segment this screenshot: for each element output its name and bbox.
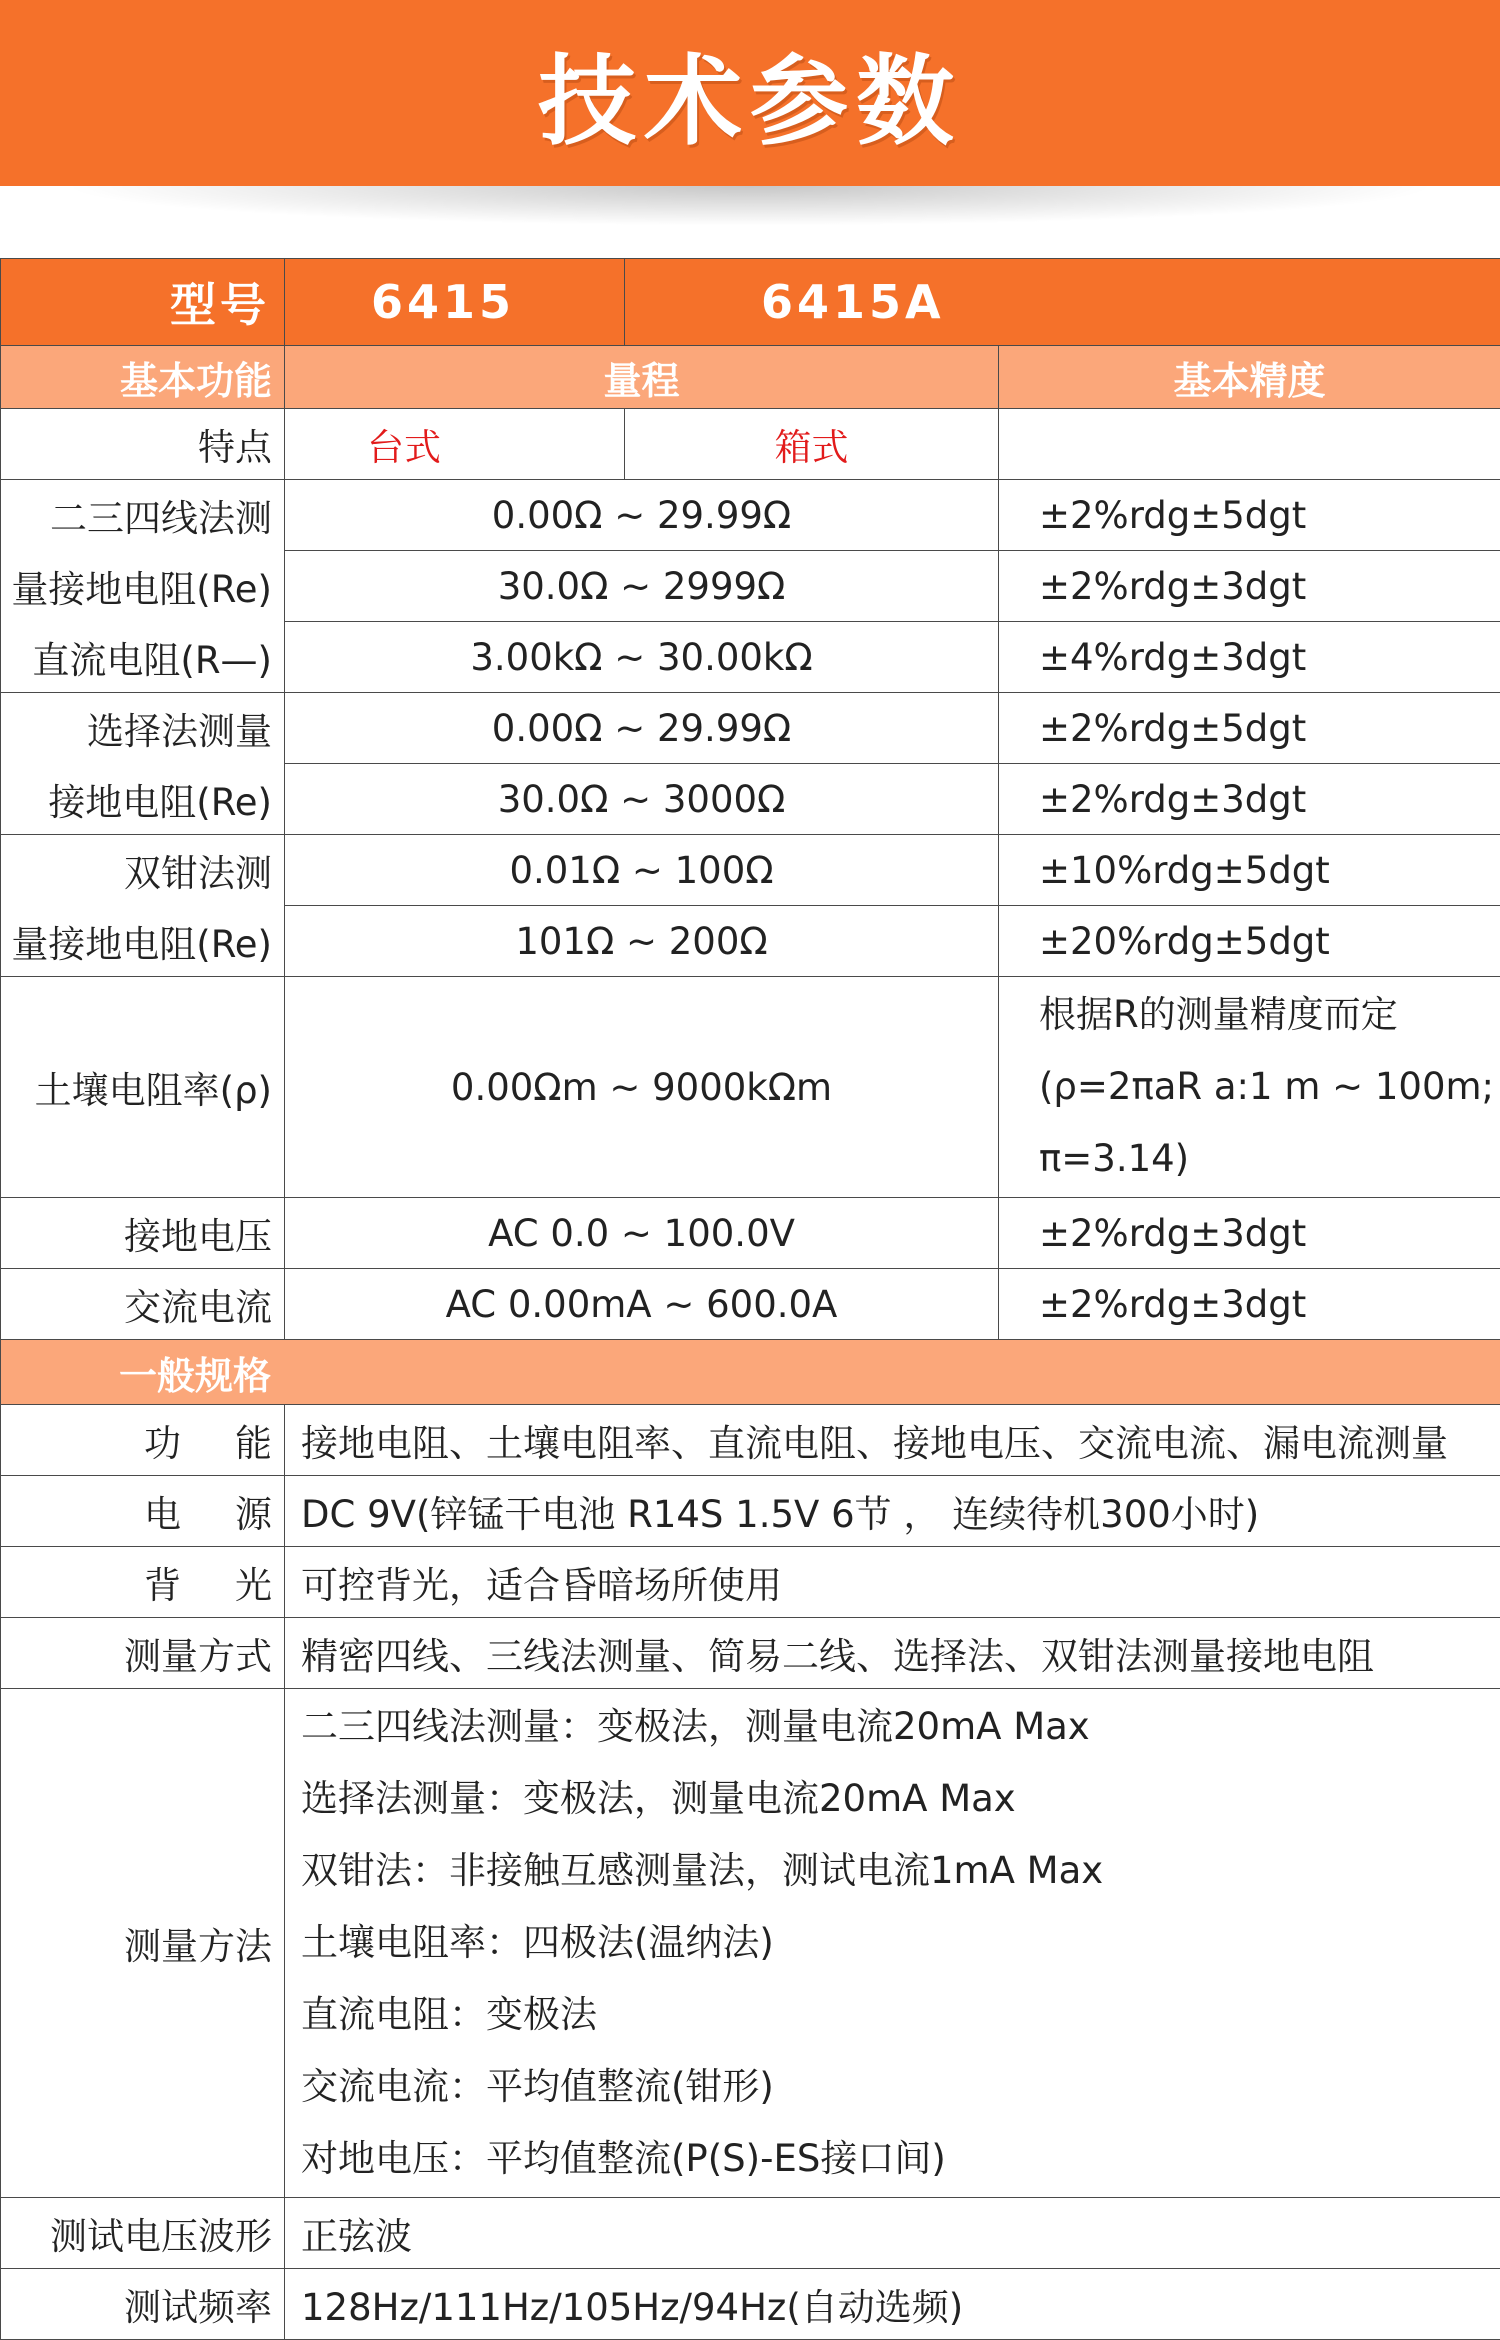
basic-row	[1, 906, 1500, 977]
feature-label: 特点	[1, 409, 285, 480]
basic-row-label: 选择法测量	[1, 693, 285, 764]
general-row-label	[1, 1476, 285, 1547]
model-label: 型号	[1, 259, 285, 346]
measure-mode-row	[1, 1618, 1500, 1689]
label-char: 源	[235, 1493, 272, 1536]
basic-row-label: 接地电阻(Re)	[1, 764, 285, 835]
label-char: 能	[235, 1422, 272, 1465]
measure-method-line: 交流电流：平均值整流(钳形)	[301, 2051, 1500, 2123]
basic-row-accuracy: ±4%rdg±3dgt	[999, 622, 1500, 693]
measure-mode-value: 精密四线、三线法测量、简易二线、选择法、双钳法测量接地电阻	[285, 1618, 1500, 1689]
header-basic-function: 基本功能	[1, 346, 285, 409]
model-6415a: 6415A	[625, 259, 1500, 346]
basic-row	[1, 764, 1500, 835]
basic-row-label: 量接地电阻(Re)	[1, 906, 285, 977]
page-title: 技术参数	[538, 23, 962, 164]
ac-current-accuracy: ±2%rdg±3dgt	[999, 1269, 1500, 1340]
basic-row-range: 30.0Ω ~ 3000Ω	[285, 764, 999, 835]
soil-label: 土壤电阻率(ρ)	[1, 977, 285, 1198]
general-section-row	[1, 1340, 1500, 1405]
general-row-value: DC 9V(锌锰干电池 R14S 1.5V 6节 ， 连续待机300小时)	[285, 1476, 1500, 1547]
soil-row	[1, 977, 1500, 1198]
waveform-label: 测试电压波形	[1, 2198, 285, 2269]
ac-current-range: AC 0.00mA ~ 600.0A	[285, 1269, 999, 1340]
general-row-label	[1, 1405, 285, 1476]
model-6415: 6415	[285, 259, 625, 346]
basic-row-label: 双钳法测	[1, 835, 285, 906]
waveform-row	[1, 2198, 1500, 2269]
frequency-row	[1, 2269, 1500, 2340]
basic-row-range: 0.00Ω ~ 29.99Ω	[285, 693, 999, 764]
basic-row	[1, 551, 1500, 622]
basic-row-label: 量接地电阻(Re)	[1, 551, 285, 622]
measure-method-line: 双钳法：非接触互感测量法，测试电流1mA Max	[301, 1835, 1500, 1907]
feature-desktop: 台式	[285, 409, 625, 480]
feature-row	[1, 409, 1500, 480]
soil-accuracy-line: π=3.14)	[1039, 1123, 1500, 1195]
measure-method-label: 测量方法	[1, 1689, 285, 2198]
measure-method-list	[285, 1689, 1500, 2198]
header-row	[1, 346, 1500, 409]
basic-row-accuracy: ±2%rdg±5dgt	[999, 480, 1500, 551]
measure-method-line: 对地电压：平均值整流(P(S)-ES接口间)	[301, 2123, 1500, 2195]
basic-row-range: 101Ω ~ 200Ω	[285, 906, 999, 977]
general-row	[1, 1476, 1500, 1547]
measure-method-line: 土壤电阻率：四极法(温纳法)	[301, 1907, 1500, 1979]
soil-accuracy	[999, 977, 1500, 1198]
measure-method-line: 直流电阻：变极法	[301, 1979, 1500, 2051]
spec-table-container	[0, 258, 1500, 2340]
feature-case: 箱式	[625, 409, 999, 480]
measure-method-line: 二三四线法测量：变极法，测量电流20mA Max	[301, 1691, 1500, 1763]
basic-row-accuracy: ±2%rdg±3dgt	[999, 551, 1500, 622]
basic-row-accuracy: ±2%rdg±3dgt	[999, 764, 1500, 835]
ac-current-label: 交流电流	[1, 1269, 285, 1340]
measure-method-row	[1, 1689, 1500, 2198]
ac-current-row	[1, 1269, 1500, 1340]
model-row	[1, 259, 1500, 346]
basic-row-range: 0.01Ω ~ 100Ω	[285, 835, 999, 906]
basic-row-accuracy: ±10%rdg±5dgt	[999, 835, 1500, 906]
feature-empty	[999, 409, 1500, 480]
label-char: 电	[144, 1493, 181, 1536]
measure-method-line: 选择法测量：变极法，测量电流20mA Max	[301, 1763, 1500, 1835]
basic-row-range: 0.00Ω ~ 29.99Ω	[285, 480, 999, 551]
header-accuracy: 基本精度	[999, 346, 1500, 409]
label-char: 背	[144, 1564, 181, 1607]
measure-mode-label: 测量方式	[1, 1618, 285, 1689]
basic-row-range: 30.0Ω ~ 2999Ω	[285, 551, 999, 622]
general-section-title: 一般规格	[1, 1340, 1500, 1405]
basic-row	[1, 835, 1500, 906]
general-row-value: 可控背光，适合昏暗场所使用	[285, 1547, 1500, 1618]
general-row	[1, 1547, 1500, 1618]
basic-row-label: 二三四线法测	[1, 480, 285, 551]
basic-row-accuracy: ±2%rdg±5dgt	[999, 693, 1500, 764]
general-row-value: 接地电阻、土壤电阻率、直流电阻、接地电压、交流电流、漏电流测量	[285, 1405, 1500, 1476]
soil-range: 0.00Ωm ~ 9000kΩm	[285, 977, 999, 1198]
ground-voltage-range: AC 0.0 ~ 100.0V	[285, 1198, 999, 1269]
waveform-value: 正弦波	[285, 2198, 1500, 2269]
banner-shadow	[60, 186, 1440, 226]
general-row	[1, 1405, 1500, 1476]
soil-accuracy-line: 根据R的测量精度而定	[1039, 979, 1500, 1051]
label-char: 功	[144, 1422, 181, 1465]
basic-row	[1, 480, 1500, 551]
basic-row-range: 3.00kΩ ~ 30.00kΩ	[285, 622, 999, 693]
basic-row-accuracy: ±20%rdg±5dgt	[999, 906, 1500, 977]
basic-row	[1, 622, 1500, 693]
title-banner	[0, 0, 1500, 186]
ground-voltage-accuracy: ±2%rdg±3dgt	[999, 1198, 1500, 1269]
label-char: 光	[235, 1564, 272, 1607]
basic-row	[1, 693, 1500, 764]
ground-voltage-row	[1, 1198, 1500, 1269]
basic-row-label: 直流电阻(R—)	[1, 622, 285, 693]
header-range: 量程	[285, 346, 999, 409]
frequency-label: 测试频率	[1, 2269, 285, 2340]
spec-table	[0, 258, 1500, 2340]
frequency-value: 128Hz/111Hz/105Hz/94Hz(自动选频)	[285, 2269, 1500, 2340]
ground-voltage-label: 接地电压	[1, 1198, 285, 1269]
general-row-label	[1, 1547, 285, 1618]
soil-accuracy-line: (ρ=2πaR a:1 m ~ 100m;	[1039, 1051, 1500, 1123]
